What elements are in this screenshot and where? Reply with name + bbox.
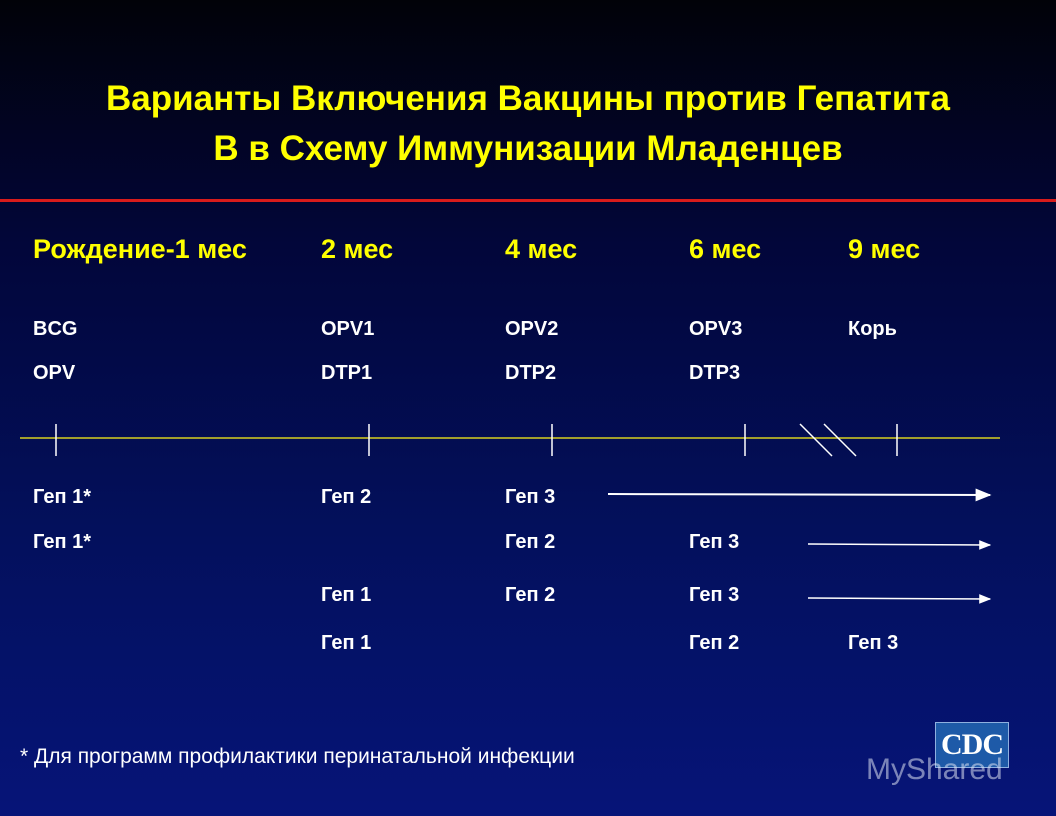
vaccine-opv2: OPV2 xyxy=(505,318,559,340)
hep-opt2-birth: Геп 1* xyxy=(33,531,91,553)
vaccine-dtp2: DTP2 xyxy=(505,362,557,384)
slide-title-line-2: В в Схему Иммунизации Младенцев xyxy=(213,129,843,168)
vaccine-opv1: OPV1 xyxy=(321,318,375,340)
vaccine-opv3: OPV3 xyxy=(689,318,743,340)
hep-opt2-6mo: Геп 3 xyxy=(689,531,740,553)
vaccine-dtp1: DTP1 xyxy=(321,362,373,384)
header-9-months: 9 мес xyxy=(848,234,921,264)
vaccine-measles: Корь xyxy=(848,318,897,340)
footnote: * Для программ профилактики перинатальной инфекции xyxy=(20,745,575,768)
hep-opt1-birth: Геп 1* xyxy=(33,486,91,508)
arrow-option-3 xyxy=(808,598,990,599)
watermark: MyShared xyxy=(866,753,1003,786)
header-birth: Рождение-1 мес xyxy=(33,234,247,264)
hep-opt3-4mo: Геп 2 xyxy=(505,584,556,606)
arrow-option-2 xyxy=(808,544,990,545)
timeline-break-mark-2 xyxy=(824,424,856,456)
hep-opt4-9mo: Геп 3 xyxy=(848,632,899,654)
cdc-logo: CDC xyxy=(935,722,1009,768)
header-6-months: 6 мес xyxy=(689,234,762,264)
hep-opt1-2mo: Геп 2 xyxy=(321,486,372,508)
vaccine-opv: OPV xyxy=(33,362,76,384)
hep-opt3-2mo: Геп 1 xyxy=(321,584,372,606)
timeline-break-mark-1 xyxy=(800,424,832,456)
vaccine-bcg: BCG xyxy=(33,318,78,340)
hep-opt2-4mo: Геп 2 xyxy=(505,531,556,553)
header-2-months: 2 мес xyxy=(321,234,394,264)
hep-opt4-2mo: Геп 1 xyxy=(321,632,372,654)
hep-opt4-6mo: Геп 2 xyxy=(689,632,740,654)
arrow-option-1 xyxy=(608,494,990,495)
slide-title-line-1: Варианты Включения Вакцины против Гепатита xyxy=(106,79,950,118)
hep-opt1-4mo: Геп 3 xyxy=(505,486,556,508)
header-4-months: 4 мес xyxy=(505,234,578,264)
vaccine-dtp3: DTP3 xyxy=(689,362,741,384)
hep-opt3-6mo: Геп 3 xyxy=(689,584,740,606)
